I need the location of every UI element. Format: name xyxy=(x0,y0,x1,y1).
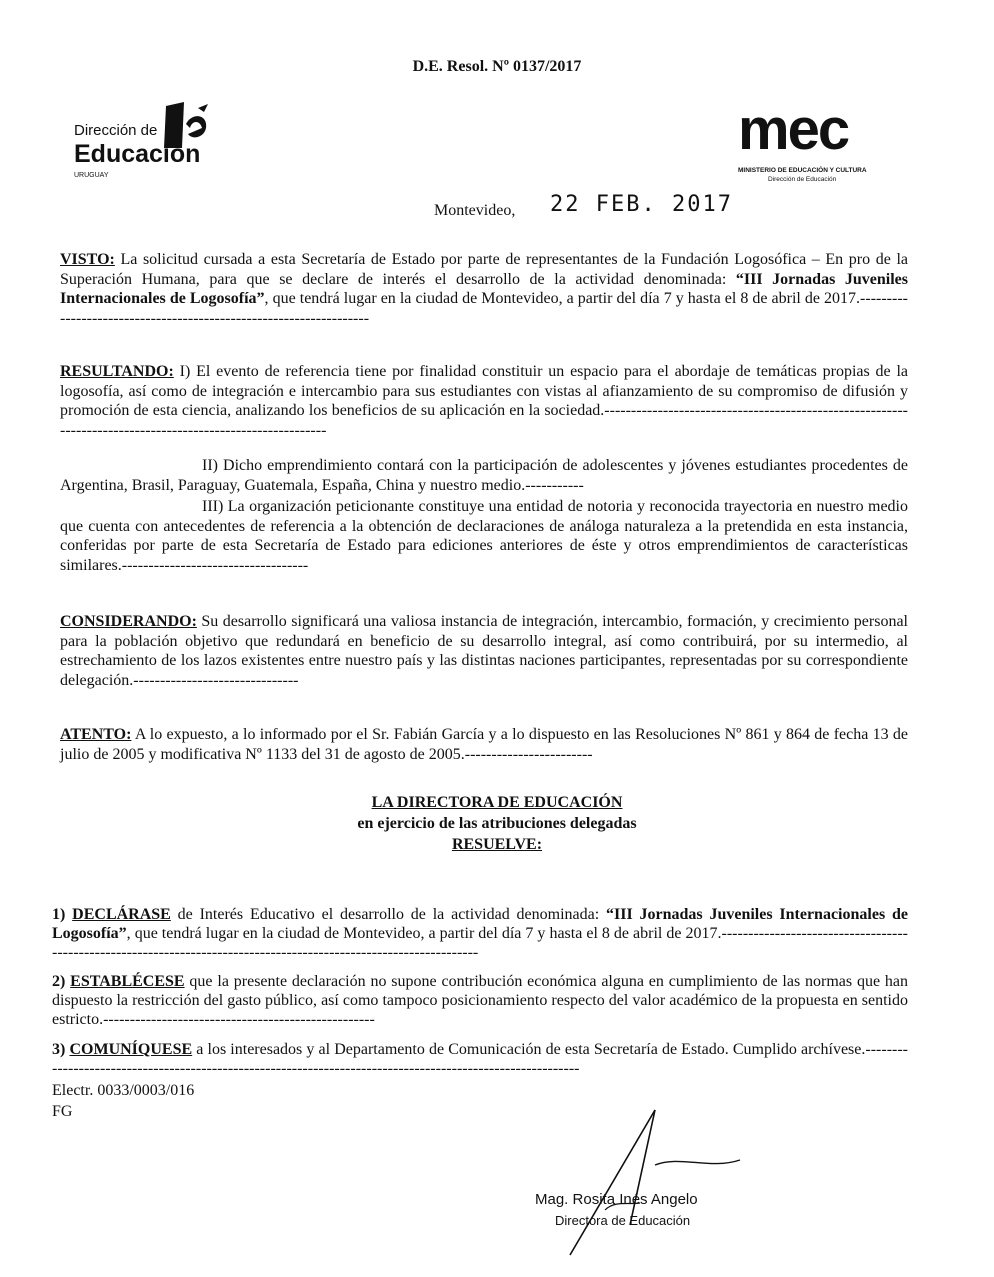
item-1-label: DECLÁRASE xyxy=(72,906,171,923)
item-2-text: que la presente declaración no supone contribución económica alguna en cumplimiento de las normas que han dispuesto la restricción del gasto público, así como tampoco posicionamiento respecto del valor académico de la propuesta en sentido estricto.--------------------------------------------------- xyxy=(52,973,908,1028)
visto-text: La solicitud cursada a esta Secretaría de Estado por parte de representantes de la Fundación Logosófica – En pro de la Superación Humana, para que se declare de interés el desarrollo de la actividad denominada: xyxy=(60,251,908,288)
item-2-label: ESTABLÉCESE xyxy=(70,973,185,990)
item-1-text-2: , que tendrá lugar en la ciudad de Montevideo, a partir del día 7 y hasta el 8 de abril de 2017.------------------------------------------------------------------------------------------------------------------- xyxy=(52,925,908,961)
mec-logo xyxy=(738,97,888,190)
atento-label: ATENTO: xyxy=(60,726,132,743)
mec-wordmark: mec xyxy=(738,97,849,162)
place-label: Montevideo, xyxy=(434,202,516,219)
footer-reference: Electr. 0033/0003/016 xyxy=(52,1082,195,1099)
considerando-text: Su desarrollo significará una valiosa instancia de integración, intercambio, formación, y crecimiento personal para la población objetivo que redundará en beneficio de su desarrollo integral, así como contribuirá, por su intermedio, al estrechamiento de los lazos existentes entre nuestro país y las distintas naciones participantes, representadas por su correspondiente delegación.------------------------------- xyxy=(60,613,908,689)
direccion-educacion-logo xyxy=(74,102,224,182)
resolution-heading xyxy=(0,792,994,855)
visto-label: VISTO: xyxy=(60,251,115,268)
resultando-i: I) El evento de referencia tiene por finalidad constituir un espacio para el abordaje de temáticas propias de la logosofía, así como de integración e intercambio para sus estudiantes con vistas al afianzamiento de su compromiso de difusión y promoción de esta ciencia, analizando los beneficios de su aplicación en la sociedad.----------------------------------------------------------------------------------------------------------- xyxy=(60,363,908,439)
item-1-number: 1) xyxy=(52,906,73,923)
considerando-label: CONSIDERANDO: xyxy=(60,613,197,630)
resultando-iii: III) La organización peticionante constituye una entidad de notoria y reconocida trayectoria en nuestro medio que cuenta con antecedentes de referencia a la obtención de declaraciones de análoga naturaleza a la pretendida en esta instancia, conferidas por parte de esta Secretaría de Estado para ediciones anteriores de éste y otros emprendimientos de características similares.----------------------------------- xyxy=(60,498,908,574)
resultando-paragraph xyxy=(60,362,908,440)
signatory-name: Mag. Rosita Inés Angelo xyxy=(535,1191,698,1208)
date-stamp: 22 FEB. 2017 xyxy=(550,192,733,217)
signatory-title: Directora de Educación xyxy=(555,1213,691,1228)
logo-line-2: Educación xyxy=(74,140,201,168)
handwritten-signature xyxy=(560,1105,760,1265)
resultando-label: RESULTANDO: xyxy=(60,363,174,380)
visto-text-2: , que tendrá lugar en la ciudad de Montevideo, a partir del día 7 y hasta el 8 de abril de 2017.------------------------------------------------------------------- xyxy=(60,290,908,327)
resolution-number: D.E. Resol. Nº 0137/2017 xyxy=(412,58,582,75)
resuelve-item-1 xyxy=(52,905,908,962)
logo-line-3: URUGUAY xyxy=(74,172,109,179)
heading-directora: LA DIRECTORA DE EDUCACIÓN xyxy=(371,794,623,811)
footer-initials: FG xyxy=(52,1103,73,1120)
resuelve-item-2 xyxy=(52,972,908,1029)
considerando-paragraph xyxy=(60,612,908,690)
item-1-event-name: “III Jornadas Juveniles Internacionales de Logosofía” xyxy=(52,906,908,942)
resultando-ii: II) Dicho emprendimiento contará con la participación de adolescentes y jóvenes estudiantes procedentes de Argentina, Brasil, Paraguay, Guatemala, España, China y nuestro medio.----------- xyxy=(60,457,908,494)
resuelve-item-3 xyxy=(52,1040,908,1078)
logo-line-1: Dirección de xyxy=(74,122,158,139)
atento-text: A lo expuesto, a lo informado por el Sr. Fabián García y a lo dispuesto en las Resoluciones Nº 861 y 864 de fecha 13 de julio de 2005 y modificativa Nº 1133 del 31 de agosto de 2005.------------------------ xyxy=(60,726,908,763)
visto-paragraph xyxy=(60,250,908,328)
atento-paragraph xyxy=(60,725,908,764)
item-2-number: 2) xyxy=(52,973,71,990)
heading-resuelve: RESUELVE: xyxy=(451,836,543,853)
heading-atribuciones: en ejercicio de las atribuciones delegadas xyxy=(357,815,637,832)
item-3-number: 3) xyxy=(52,1041,70,1058)
item-3-label: COMUNÍQUESE xyxy=(69,1041,193,1058)
item-1-text: de Interés Educativo el desarrollo de la actividad denominada: xyxy=(170,906,607,923)
mec-subtitle-2: Dirección de Educación xyxy=(768,176,837,183)
mec-subtitle: MINISTERIO DE EDUCACIÓN Y CULTURA xyxy=(738,167,867,174)
visto-event-name: “III Jornadas Juveniles Internacionales de Logosofía” xyxy=(60,270,909,307)
item-3-text: a los interesados y al Departamento de Comunicación de esta Secretaría de Estado. Cumplido archívese.----------------------------------------------------------------------------------------------------------- xyxy=(52,1041,909,1077)
